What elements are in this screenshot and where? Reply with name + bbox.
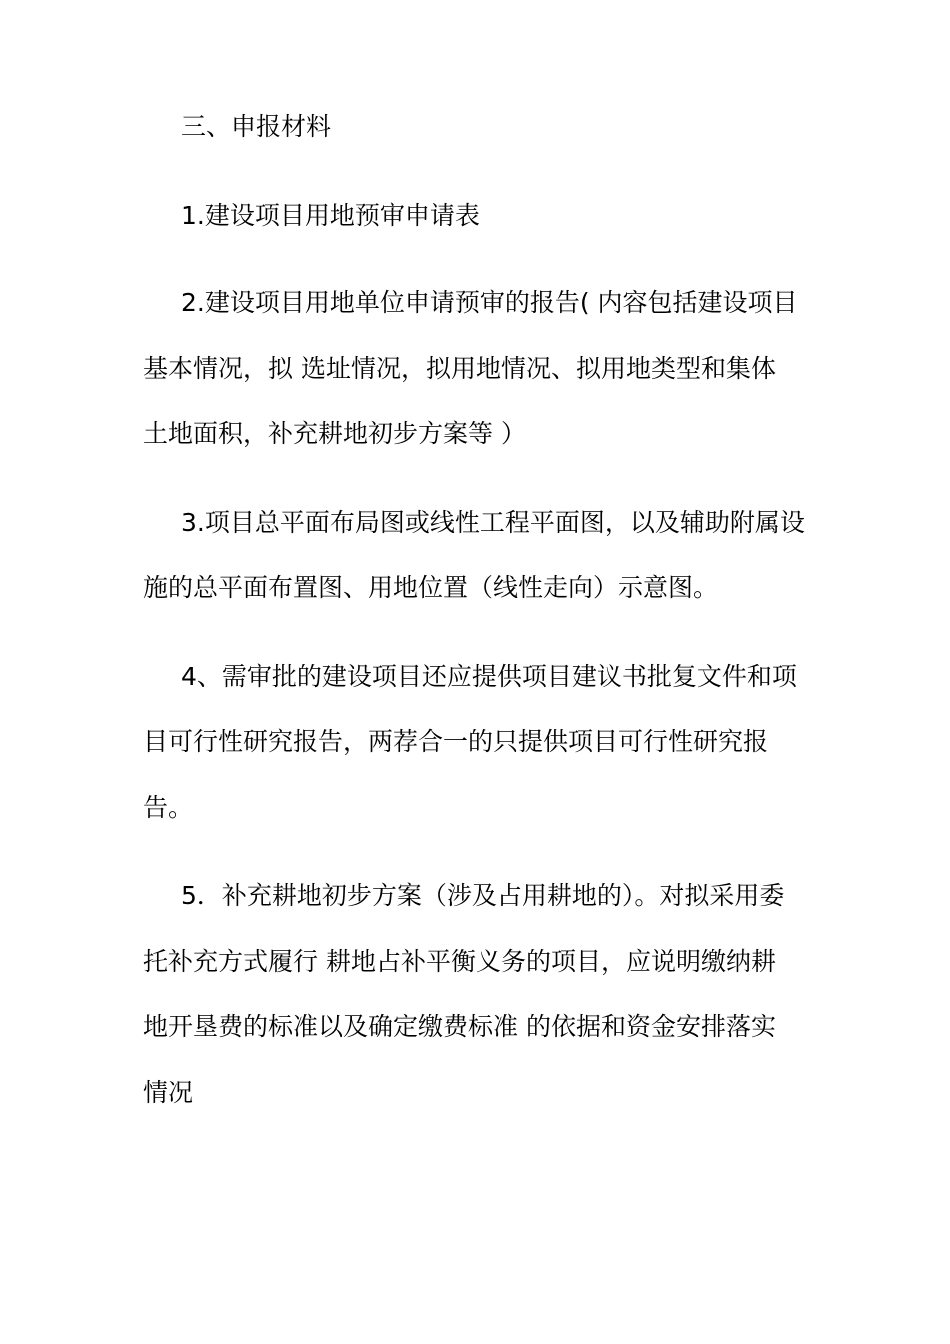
item-3-line-2: 施的总平面布置图、用地位置（线性走向）示意图。 — [143, 573, 719, 602]
item-5-line-4: 情况 — [143, 1078, 194, 1107]
item-5-line-3: 地开垦费的标准以及确定缴费标准 的依据和资金安排落实 — [143, 1012, 776, 1041]
item-2-line-1: 2.建设项目用地单位申请预审的报告( 内容包括建设项目 — [181, 288, 798, 317]
item-4-line-3: 告。 — [143, 793, 194, 822]
item-5-line-1: 5．补充耕地初步方案（涉及占用耕地的）。对拟采用委 — [181, 881, 785, 910]
section-heading: 三、申报材料 — [181, 112, 332, 141]
item-2-line-2: 基本情况，拟 选址情况，拟用地情况、拟用地类型和集体 — [143, 354, 776, 383]
item-1-line-1: 1.建设项目用地预审申请表 — [181, 201, 480, 230]
item-3-line-1: 3.项目总平面布局图或线性工程平面图，以及辅助附属设 — [181, 508, 805, 537]
item-4-line-2: 目可行性研究报告，两荐合一的只提供项目可行性研究报 — [143, 727, 769, 756]
item-4-line-1: 4、需审批的建设项目还应提供项目建议书批复文件和项 — [181, 662, 797, 691]
item-5-line-2: 托补充方式履行 耕地占补平衡义务的项目，应说明缴纳耕 — [143, 947, 776, 976]
item-2-line-3: 土地面积，补充耕地初步方案等 ） — [143, 419, 526, 448]
